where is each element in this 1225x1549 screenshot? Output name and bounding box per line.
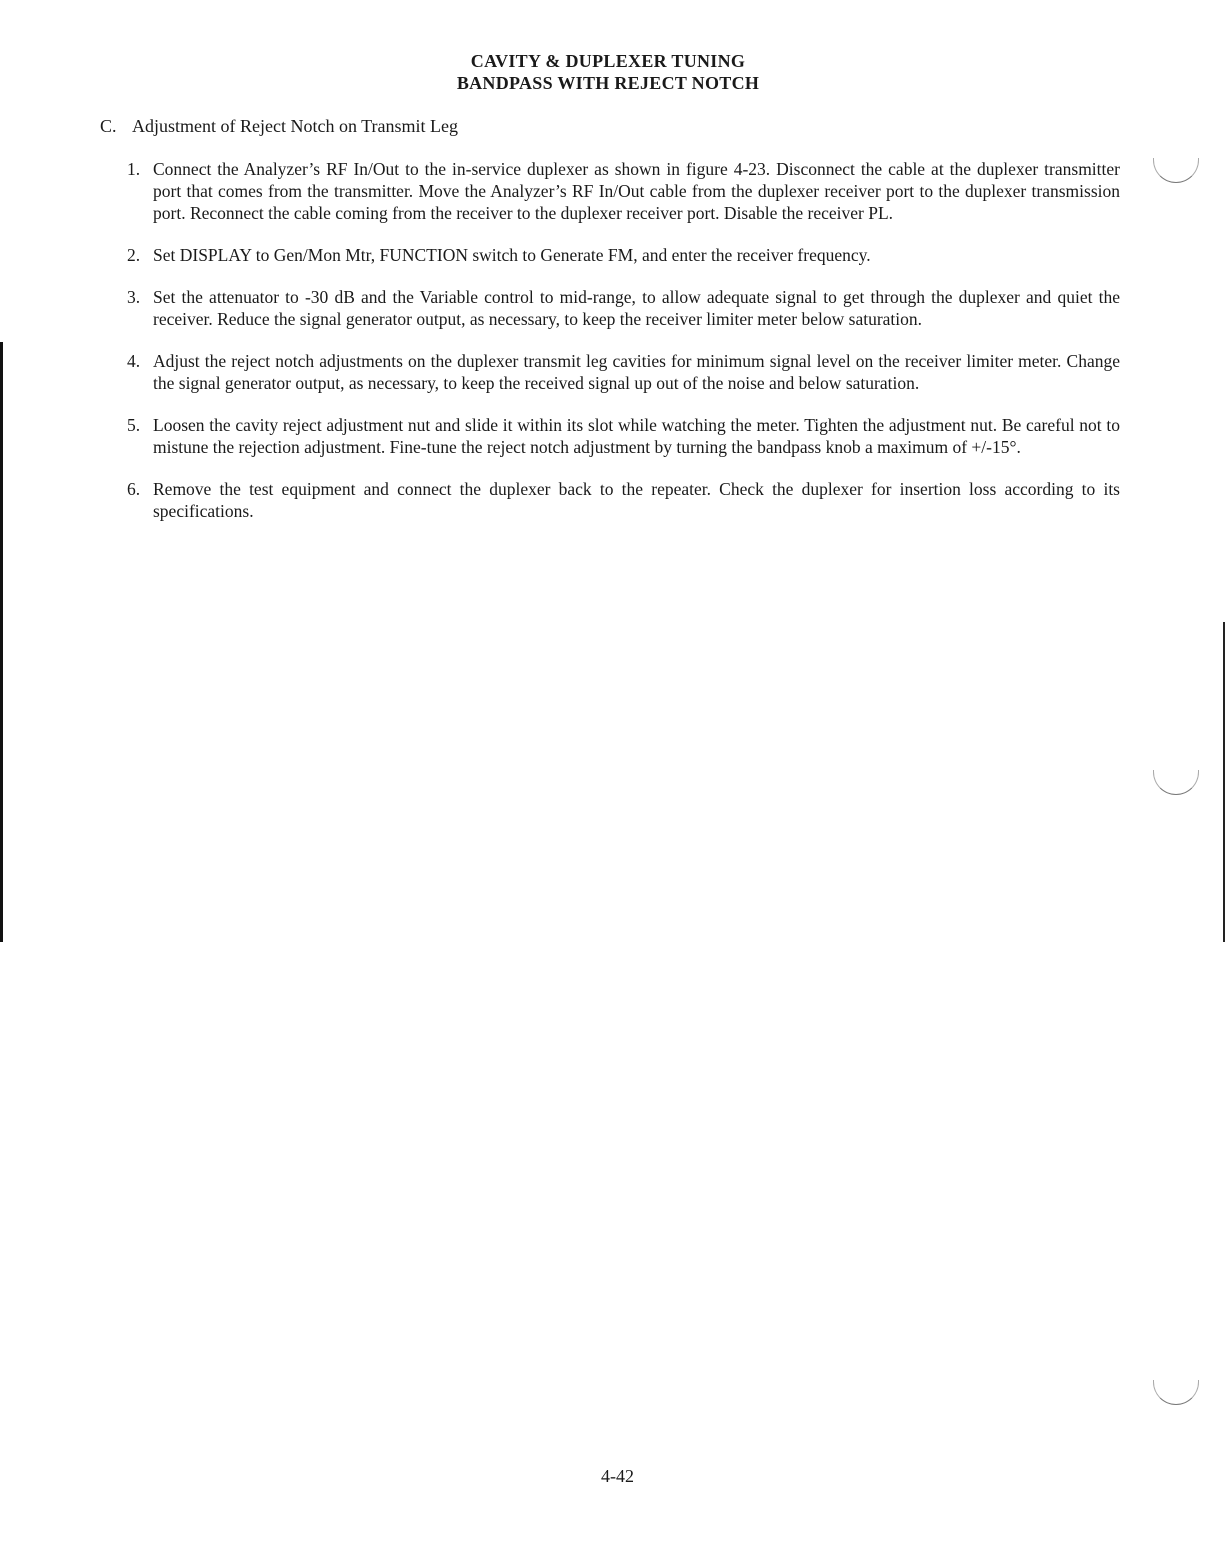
procedure-step-4 (127, 350, 1120, 394)
step-text: Connect the Analyzer’s RF In/Out to the in-service duplexer as shown in figure 4-23. Disconnect the cable at the duplexer transmitter port that comes from the transmitter. Move the Analyzer’s RF In/Out cable from the duplexer receiver port to the duplexer transmission port. Reconnect the cable coming from the receiver to the duplexer receiver port. Disable the receiver PL. (153, 159, 1120, 223)
procedure-step-1 (127, 158, 1120, 224)
page-title (0, 50, 1225, 94)
punch-hole-mark-bottom (1153, 1380, 1199, 1405)
step-text: Remove the test equipment and connect the duplexer back to the repeater. Check the duplexer for insertion loss according to its specifications. (153, 479, 1120, 521)
page-title-line-1: CAVITY & DUPLEXER TUNING (470, 51, 746, 71)
procedure-step-6 (127, 478, 1120, 522)
page-title-line-2: BANDPASS WITH REJECT NOTCH (456, 73, 760, 93)
punch-hole-mark-middle (1153, 770, 1199, 795)
step-number: 1. (127, 159, 141, 179)
step-number: 3. (127, 287, 141, 307)
step-text: Loosen the cavity reject adjustment nut and slide it within its slot while watching the meter. Tighten the adjustment nut. Be careful not to mistune the rejection adjustment. Fine-tune the reject notch adjustment by turning the bandpass knob a maximum of +/-15°. (153, 415, 1120, 457)
step-number: 4. (127, 351, 141, 371)
procedure-steps (127, 158, 1120, 522)
procedure-step-3 (127, 286, 1120, 330)
scan-edge-mark-left (0, 342, 3, 942)
step-number: 2. (127, 245, 141, 265)
step-number: 6. (127, 479, 141, 499)
step-text: Set DISPLAY to Gen/Mon Mtr, FUNCTION switch to Generate FM, and enter the receiver frequency. (153, 245, 871, 265)
step-text: Set the attenuator to -30 dB and the Variable control to mid-range, to allow adequate signal to get through the duplexer and quiet the receiver. Reduce the signal generator output, as necessary, to keep the receiver limiter meter below saturation. (153, 287, 1120, 329)
section-letter: C. (100, 116, 117, 136)
punch-hole-mark-top (1153, 158, 1199, 183)
page-number: 4-42 (601, 1466, 634, 1486)
procedure-step-5 (127, 414, 1120, 458)
procedure-step-2 (127, 244, 1120, 266)
step-text: Adjust the reject notch adjustments on the duplexer transmit leg cavities for minimum signal level on the receiver limiter meter. Change the signal generator output, as necessary, to keep the received signal up out of the noise and below saturation. (153, 351, 1120, 393)
section-heading-text: Adjustment of Reject Notch on Transmit Leg (132, 116, 458, 136)
section-heading (100, 115, 458, 137)
step-number: 5. (127, 415, 141, 435)
